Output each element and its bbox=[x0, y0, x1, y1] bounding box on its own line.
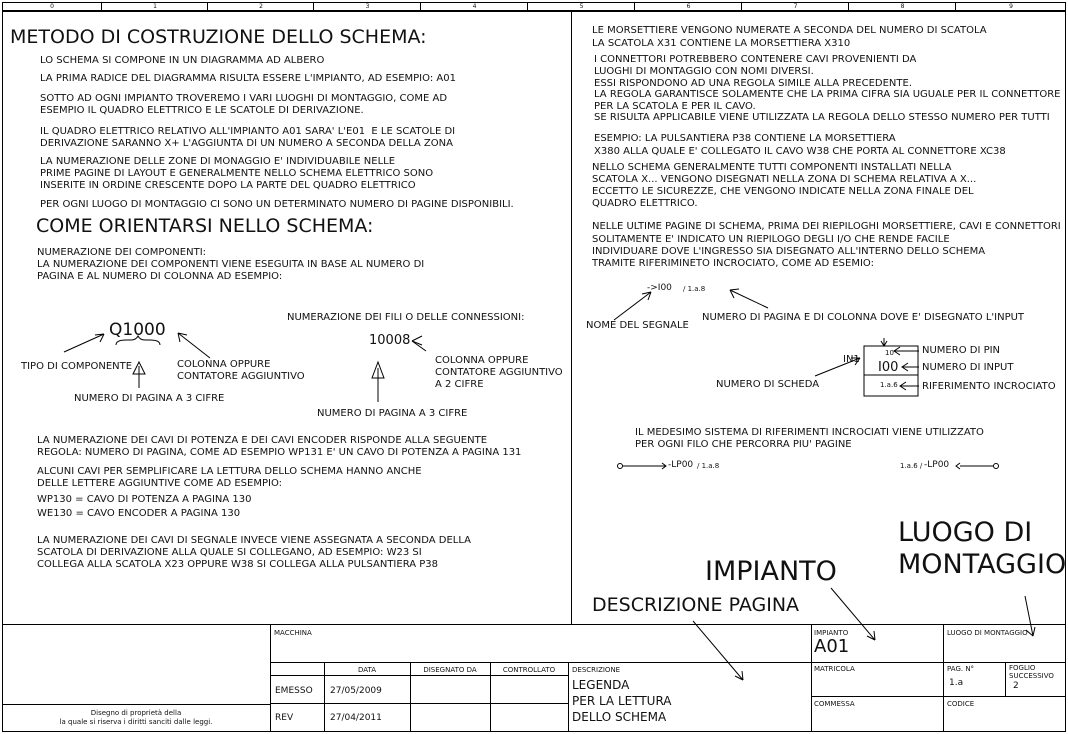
arrow-icon bbox=[95, 334, 104, 342]
wire-link-right: -LP00 bbox=[924, 460, 950, 470]
arrow-icon bbox=[815, 358, 860, 376]
arrow-icon bbox=[412, 341, 426, 351]
ruler-col: 9 bbox=[955, 3, 1066, 10]
arrow-icon bbox=[178, 333, 210, 358]
paragraph: INSERITE IN ORDINE CRESCENTE DOPO LA PARTE DEL QUADRO ELETTRICO bbox=[40, 180, 416, 191]
page-no-value: 1.a bbox=[949, 678, 964, 688]
label-location: LUOGO DI MONTAGGIO bbox=[947, 629, 1028, 637]
arrow-icon bbox=[730, 290, 768, 308]
label-page-column: NUMERO DI PAGINA E DI COLONNA DOVE E' DISEGNATO L'INPUT bbox=[702, 312, 1025, 323]
paragraph: PAGINA E AL NUMERO DI COLONNA AD ESEMPIO: bbox=[37, 271, 283, 282]
arrow-icon bbox=[372, 362, 384, 402]
label-cross-ref: RIFERIMENTO INCROCIATO bbox=[922, 381, 1056, 392]
col-drawn-by: DISEGNATO DA bbox=[423, 666, 477, 674]
signal-reference: ->I00 bbox=[647, 283, 672, 293]
ruler-col: 8 bbox=[848, 3, 956, 10]
label-input-number: NUMERO DI INPUT bbox=[922, 362, 1014, 373]
label-serial: MATRICOLA bbox=[814, 665, 855, 673]
row-issued: EMESSO bbox=[275, 686, 313, 696]
paragraph: DELLE LETTERE AGGIUNTIVE COME AD ESEMPIO: bbox=[37, 478, 283, 489]
title-block bbox=[2, 624, 1066, 732]
paragraph: PER OGNI LUOGO DI MONTAGGIO CI SONO UN DETERMINATO NUMERO DI PAGINE DISPONIBILI. bbox=[40, 199, 514, 210]
label-column: CONTATORE AGGIUNTIVO bbox=[435, 367, 563, 378]
paragraph: REGOLA: NUMERO DI PAGINA, COME AD ESEMPIO WP131 E' UN CAVO DI POTENZA A PAGINA 131 bbox=[37, 447, 522, 458]
wire-link-right-ref: 1.a.6 / bbox=[900, 462, 923, 470]
paragraph: LA REGOLA GARANTISCE SOLAMENTE CHE LA PRIMA CIFRA SIA UGUALE PER IL CONNETTORE bbox=[594, 89, 1061, 100]
paragraph: ESSI RISPONDONO AD UNA REGOLA SIMILE ALLA PRECEDENTE. bbox=[594, 78, 912, 89]
label-signal-name: NOME DEL SEGNALE bbox=[586, 320, 689, 331]
callout-luogo: LUOGO DI bbox=[898, 517, 1033, 548]
label-card-number: NUMERO DI SCHEDA bbox=[716, 379, 820, 390]
paragraph: IL QUADRO ELETTRICO RELATIVO ALL'IMPIANTO A01 SARA' L'E01 E LE SCATOLE DI bbox=[40, 126, 456, 137]
label-pin-number: NUMERO DI PIN bbox=[922, 345, 1001, 356]
label-next-sheet: FOGLIO bbox=[1009, 664, 1036, 672]
paragraph: SOTTO AD OGNI IMPIANTO TROVEREMO I VARI LUOGHI DI MONTAGGIO, COME AD bbox=[40, 93, 448, 104]
ruler-col: 1 bbox=[101, 3, 208, 10]
paragraph: SCATOLA X... VENGONO DISEGNATI NELLA ZONA DI SCHEMA RELATIVA A X... bbox=[592, 174, 977, 185]
label-plant: IMPIANTO bbox=[814, 629, 849, 637]
paragraph: LUOGHI DI MONTAGGIO CON NOMI DIVERSI. bbox=[594, 66, 814, 77]
paragraph: LA SCATOLA X31 CONTIENE LA MORSETTIERA X310 bbox=[592, 38, 851, 49]
io-card-number: IN1 bbox=[843, 354, 860, 365]
paragraph: NELLE ULTIME PAGINE DI SCHEMA, PRIMA DEI RIEPILOGHI MORSETTIERE, CAVI E CONNETTORI bbox=[592, 221, 1061, 232]
paragraph: TRAMITE RIFERIMINETO INCROCIATO, COME AD ESEMIO: bbox=[592, 258, 874, 269]
label-column: A 2 CIFRE bbox=[435, 379, 484, 390]
paragraph: PRIME PAGINE DI LAYOUT E GENERALMENTE NELLO SCHEMA ELETTRICO SONO bbox=[40, 168, 434, 179]
arrow-icon bbox=[133, 362, 145, 388]
section-title-orient: COME ORIENTARSI NELLO SCHEMA: bbox=[36, 215, 374, 237]
callout-luogo: MONTAGGIO bbox=[898, 549, 1067, 580]
row-revision: REV bbox=[275, 713, 294, 723]
plant-value: A01 bbox=[814, 636, 850, 657]
description-line: DELLO SCHEMA bbox=[572, 710, 667, 724]
arrow-icon bbox=[64, 334, 104, 352]
paragraph: WE130 = CAVO ENCODER A PAGINA 130 bbox=[37, 508, 241, 519]
ruler-col: 3 bbox=[313, 3, 421, 10]
paragraph: LA NUMERAZIONE DEI COMPONENTI VIENE ESEGUITA IN BASE AL NUMERO DI bbox=[37, 259, 425, 270]
arrow-icon bbox=[412, 336, 422, 345]
label-machine: MACCHINA bbox=[274, 629, 312, 637]
label-page-no: PAG. N° bbox=[947, 665, 975, 673]
label-component-type: TIPO DI COMPONENTE bbox=[21, 361, 133, 372]
wire-numbering-title: NUMERAZIONE DEI FILI O DELLE CONNESSIONI: bbox=[287, 312, 525, 323]
paragraph: DERIVAZIONE SARANNO X+ L'AGGIUNTA DI UN NUMERO A SECONDA DELLA ZONA bbox=[40, 138, 453, 149]
paragraph: SOLITAMENTE E' INDICATO UN RIEPILOGO DEGLI I/O CHE RENDE FACILE bbox=[592, 234, 950, 245]
paragraph: INDIVIDUARE DOVE L'INGRESSO SIA DISEGNATO ALL'INTERNO DELLO SCHEMA bbox=[592, 246, 986, 257]
description-line: LEGENDA bbox=[572, 678, 630, 692]
arrow-icon bbox=[894, 347, 919, 355]
col-checked: CONTROLLATO bbox=[502, 666, 556, 674]
io-cross-ref: 1.a.6 bbox=[880, 381, 898, 389]
callout-description: DESCRIZIONE PAGINA bbox=[592, 594, 800, 616]
paragraph: PER LA SCATOLA E PER IL CAVO. bbox=[594, 101, 756, 112]
paragraph: LO SCHEMA SI COMPONE IN UN DIAGRAMMA AD ALBERO bbox=[40, 55, 325, 66]
arrow-icon bbox=[900, 382, 919, 390]
paragraph: COLLEGA ALLA SCATOLA X23 OPPURE W38 SI COLLEGA ALLA PULSANTIERA P38 bbox=[37, 559, 439, 570]
paragraph: ECCETTO LE SICUREZZE, CHE VENGONO INDICATE NELLA ZONA FINALE DEL bbox=[592, 186, 974, 197]
next-sheet-value: 2 bbox=[1013, 681, 1019, 691]
paragraph: X380 ALLA QUALE E' COLLEGATO IL CAVO W38 CHE PORTA AL CONNETTORE XC38 bbox=[594, 146, 1006, 157]
ruler-col: 2 bbox=[207, 3, 314, 10]
paragraph: LA PRIMA RADICE DEL DIAGRAMMA RISULTA ESSERE L'IMPIANTO, AD ESEMPIO: A01 bbox=[40, 73, 456, 84]
section-title-method: METODO DI COSTRUZIONE DELLO SCHEMA: bbox=[10, 26, 427, 48]
col-date: DATA bbox=[357, 666, 377, 674]
component-code-example: Q1000 bbox=[109, 320, 166, 340]
wire-link-left-ref: / 1.a.8 bbox=[697, 462, 720, 470]
issued-date: 27/05/2009 bbox=[330, 686, 382, 696]
paragraph: LE MORSETTIERE VENGONO NUMERATE A SECONDA DEL NUMERO DI SCATOLA bbox=[592, 25, 987, 36]
signal-position: / 1.a.8 bbox=[683, 285, 706, 293]
paragraph: ESEMPIO IL QUADRO ELETTRICO E LE SCATOLE DI DERIVAZIONE. bbox=[40, 105, 364, 116]
io-pin-number: 10 bbox=[885, 349, 894, 357]
paragraph: LA NUMERAZIONE DEI CAVI DI POTENZA E DEI CAVI ENCODER RISPONDE ALLA SEGUENTE bbox=[37, 435, 488, 446]
wire-code-example: 10008 bbox=[369, 333, 411, 348]
label-page-number: NUMERO DI PAGINA A 3 CIFRE bbox=[317, 408, 468, 419]
label-column: CONTATORE AGGIUNTIVO bbox=[177, 371, 305, 382]
paragraph: ALCUNI CAVI PER SEMPLIFICARE LA LETTURA DELLO SCHEMA HANNO ANCHE bbox=[37, 466, 422, 477]
ruler-col: 6 bbox=[634, 3, 742, 10]
paragraph: PER OGNI FILO CHE PERCORRA PIU' PAGINE bbox=[635, 439, 852, 450]
paragraph: LA NUMERAZIONE DELLE ZONE DI MONAGGIO E' INDIVIDUABILE NELLE bbox=[40, 156, 396, 167]
paragraph: NELLO SCHEMA GENERALMENTE TUTTI COMPONENTI INSTALLATI NELLA bbox=[592, 162, 952, 173]
paragraph: IL MEDESIMO SISTEMA DI RIFERIMENTI INCROCIATI VIENE UTILIZZATO bbox=[635, 427, 984, 438]
paragraph: WP130 = CAVO DI POTENZA A PAGINA 130 bbox=[37, 494, 252, 505]
ruler-col: 0 bbox=[50, 3, 54, 10]
arrow-icon bbox=[902, 363, 919, 371]
description-line: PER LA LETTURA bbox=[572, 694, 672, 708]
paragraph: ESEMPIO: LA PULSANTIERA P38 CONTIENE LA MORSETTIERA bbox=[594, 133, 896, 144]
ruler-col: 7 bbox=[741, 3, 849, 10]
label-column: COLONNA OPPURE bbox=[435, 355, 529, 366]
label-code: CODICE bbox=[947, 700, 975, 708]
owner-note: Disegno di proprietà della bbox=[90, 709, 182, 717]
ruler-col: 5 bbox=[527, 3, 635, 10]
paragraph: NUMERAZIONE DEI COMPONENTI: bbox=[37, 247, 207, 258]
label-next-sheet: SUCCESSIVO bbox=[1009, 672, 1054, 680]
revision-date: 27/04/2011 bbox=[330, 713, 382, 723]
label-order: COMMESSA bbox=[814, 700, 855, 708]
callout-impianto: IMPIANTO bbox=[705, 556, 837, 587]
paragraph: QUADRO ELETTRICO. bbox=[592, 198, 698, 209]
paragraph: LA NUMERAZIONE DEI CAVI DI SEGNALE INVECE VIENE ASSEGNATA A SECONDA DELLA bbox=[37, 535, 471, 546]
paragraph: SCATOLA DI DERIVAZIONE ALLA QUALE SI COLLEGANO, AD ESEMPIO: W23 SI bbox=[37, 547, 422, 558]
paragraph: SE RISULTA APPLICABILE VIENE UTILIZZATA LA REGOLA DELLO STESSO NUMERO PER TUTTI bbox=[594, 112, 1050, 123]
label-page-number: NUMERO DI PAGINA A 3 CIFRE bbox=[74, 393, 225, 404]
label-description: DESCRIZIONE bbox=[572, 666, 621, 674]
io-box bbox=[864, 346, 918, 396]
owner-note: la quale si riserva i diritti sanciti dalle leggi. bbox=[59, 718, 213, 726]
wire-link-left: -LP00 bbox=[668, 460, 694, 470]
ruler-col: 4 bbox=[420, 3, 528, 10]
label-column: COLONNA OPPURE bbox=[177, 359, 271, 370]
paragraph: I CONNETTORI POTREBBERO CONTENERE CAVI PROVENIENTI DA bbox=[594, 54, 917, 65]
brace-icon bbox=[116, 336, 160, 345]
arrow-icon bbox=[614, 292, 651, 320]
io-input-number: I00 bbox=[878, 360, 899, 375]
